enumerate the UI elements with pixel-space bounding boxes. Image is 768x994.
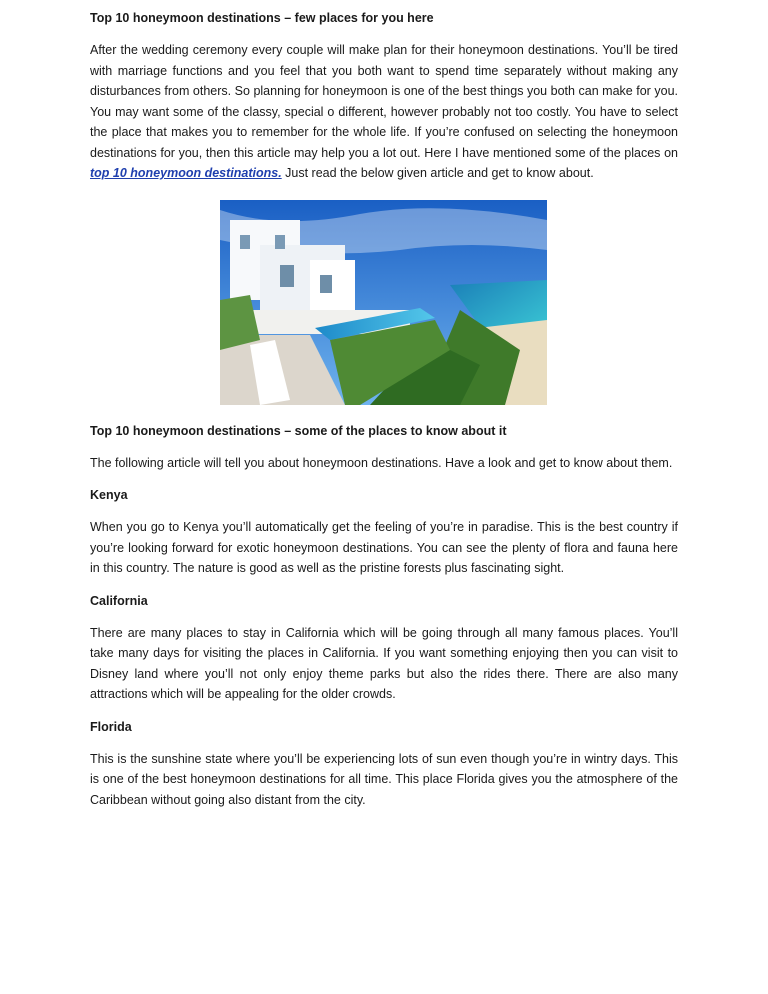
destination-heading-kenya: Kenya	[90, 488, 128, 502]
destination-body-california: There are many places to stay in California which will be going through all many famous places. You’ll take many days for visiting the places in California. If you want something enjoying then you can visit to Disney land where you’ll not only enjoy theme parks but also the rides there. There are also many attractions which will be appealing for the older crowds.	[90, 625, 678, 701]
destination-heading-california: California	[90, 593, 148, 608]
article	[90, 8, 678, 822]
intro-text-before-link: After the wedding ceremony every couple will make plan for their honeymoon destinations. You’ll be tired with marriage functions and you feel that you both want to spend time separately without making any disturbances from others. So planning for honeymoon is one of the best things you both can make for you. You may want some of the classy, special o different, however probably not too costly. You have to select the place that makes you to remember for the whole life. If you’re confused on selecting the honeymoon destinations for you, then this article may help you a lot out. Here I have mentioned some of the places on	[90, 43, 678, 160]
page-title: Top 10 honeymoon destinations – few places for you here	[90, 11, 434, 25]
destination-heading-florida: Florida	[90, 719, 132, 734]
intro-text-after-link: Just read the below given article and get to know about.	[281, 166, 594, 180]
destination-body-kenya: When you go to Kenya you’ll automatically get the feeling of you’re in paradise. This is the best country if you’re looking forward for exotic honeymoon destinations. You can see the plenty of flora and fauna here in this country. The nature is good as well as the pristine forests plus fascinating sight.	[90, 520, 678, 575]
destination-body-florida: This is the sunshine state where you’ll be experiencing lots of sun even though you’re in wintry days. This is one of the best honeymoon destinations for all time. This place Florida gives you the atmosphere of the Caribbean without going also distant from the city.	[90, 751, 678, 807]
overview-paragraph: The following article will tell you about honeymoon destinations. Have a look and get to know about them.	[90, 455, 673, 470]
section-heading: Top 10 honeymoon destinations – some of the places to know about it	[90, 423, 507, 438]
intro-paragraph	[90, 40, 678, 184]
villa-pool-photo	[220, 200, 547, 405]
honeymoon-destinations-link[interactable]: top 10 honeymoon destinations.	[90, 166, 282, 180]
